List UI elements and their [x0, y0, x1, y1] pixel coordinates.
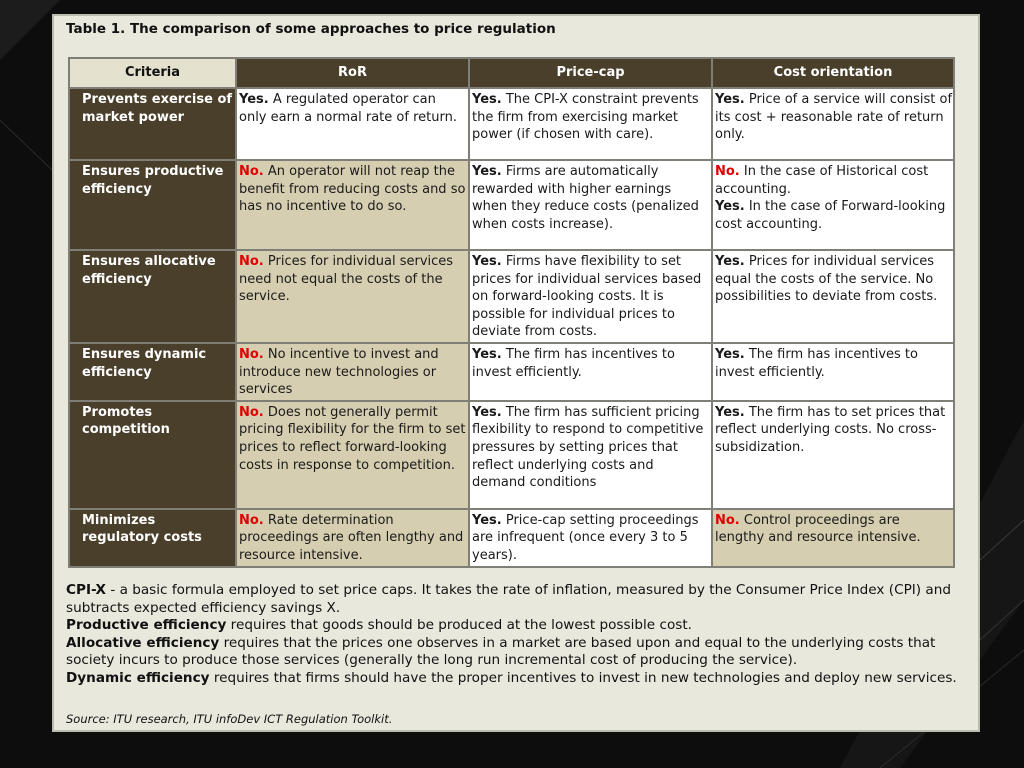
cell-cost-orientation — [712, 509, 954, 567]
cell-ror — [236, 160, 469, 250]
header-cost-orientation: Cost orientation — [712, 58, 954, 88]
cell-text: Prices for individual services need not equal the costs of the service. — [239, 254, 454, 305]
cell-entry — [715, 346, 952, 381]
yes-label: Yes. — [472, 512, 502, 528]
cell-entry — [239, 91, 467, 126]
yes-label: Yes. — [472, 346, 502, 362]
cell-cost-orientation — [712, 88, 954, 160]
row-criteria: Ensures productive efficiency — [69, 160, 236, 250]
no-label: No. — [239, 512, 264, 528]
cell-ror — [236, 401, 469, 509]
note-text: requires that the prices one observes in a market are based upon and equal to the underlying costs that society incurs to produce those services (generally the long run incremental cost of producing the service). — [66, 634, 936, 669]
cell-text: No incentive to invest and introduce new technologies or services — [239, 346, 439, 398]
yes-label: Yes. — [715, 404, 745, 420]
cell-cost-orientation — [712, 401, 954, 509]
source-citation: Source: ITU research, ITU infoDev ICT Regulation Toolkit. — [66, 712, 393, 726]
no-label: No. — [239, 164, 264, 179]
cell-entry — [715, 253, 952, 306]
cell-entry — [715, 163, 952, 198]
cell-text: The CPI-X constraint prevents the firm from exercising market power (if chosen with care). — [472, 92, 699, 143]
cell-entry — [472, 163, 710, 233]
no-label: No. — [715, 164, 740, 179]
note-paragraph — [66, 670, 971, 688]
yes-label: Yes. — [472, 92, 502, 107]
cell-text: Price-cap setting proceedings are infrequent (once every 3 to 5 years). — [472, 512, 699, 563]
cell-text: The firm has to set prices that reflect underlying costs. No cross-subsidization. — [715, 404, 946, 455]
table-row — [69, 88, 954, 160]
definitions-notes — [66, 582, 971, 688]
row-criteria: Promotes competition — [69, 401, 236, 509]
header-criteria: Criteria — [69, 58, 236, 88]
cell-entry — [472, 346, 710, 381]
cell-price-cap — [469, 250, 712, 343]
cell-price-cap — [469, 343, 712, 401]
header-price-cap: Price-cap — [469, 58, 712, 88]
cell-entry — [472, 512, 710, 565]
cell-entry — [715, 91, 952, 144]
cell-entry — [239, 512, 467, 565]
cell-text: Control proceedings are lengthy and resource intensive. — [715, 512, 921, 546]
table-row — [69, 509, 954, 567]
row-criteria: Ensures dynamic efficiency — [69, 343, 236, 401]
comparison-table — [68, 57, 955, 568]
cell-price-cap — [469, 509, 712, 567]
cell-entry — [239, 253, 467, 306]
cell-entry — [472, 253, 710, 341]
cell-ror — [236, 509, 469, 567]
cell-entry — [239, 404, 467, 474]
header-ror: RoR — [236, 58, 469, 88]
cell-entry — [715, 512, 952, 547]
table-row — [69, 401, 954, 509]
cell-cost-orientation — [712, 250, 954, 343]
cell-entry — [715, 198, 952, 233]
note-text: requires that goods should be produced at the lowest possible cost. — [226, 617, 692, 634]
table-row — [69, 160, 954, 250]
cell-entry — [715, 404, 952, 457]
cell-text: The firm has incentives to invest efficiently. — [715, 346, 918, 380]
table-header-row — [69, 58, 954, 88]
note-term: Dynamic efficiency — [66, 669, 210, 686]
no-label: No. — [715, 512, 740, 528]
cell-text: Prices for individual services equal the costs of the service. No possibilities to deviate from costs. — [715, 254, 938, 305]
cell-entry — [239, 346, 467, 399]
cell-text: Rate determination proceedings are often lengthy and resource intensive. — [239, 512, 464, 563]
cell-text: An operator will not reap the benefit from reducing costs and so has no incentive to do so. — [239, 164, 466, 215]
cell-price-cap — [469, 160, 712, 250]
table-row — [69, 343, 954, 401]
note-paragraph — [66, 617, 971, 635]
row-criteria: Ensures allocative efficiency — [69, 250, 236, 343]
cell-cost-orientation — [712, 343, 954, 401]
row-criteria: Prevents exercise of market power — [69, 88, 236, 160]
cell-ror — [236, 343, 469, 401]
cell-text: Firms are automatically rewarded with higher earnings when they reduce costs (penalized when costs increase). — [472, 164, 699, 232]
cell-text: The firm has sufficient pricing flexibility to respond to competitive pressures by setting prices that reflect underlying costs and demand conditions — [472, 404, 704, 491]
yes-label: Yes. — [472, 254, 502, 269]
cell-entry — [472, 404, 710, 492]
cell-price-cap — [469, 401, 712, 509]
note-paragraph — [66, 635, 971, 670]
row-criteria: Minimizes regulatory costs — [69, 509, 236, 567]
cell-text: Price of a service will consist of its cost + reasonable rate of return only. — [715, 92, 953, 143]
note-text: requires that firms should have the proper incentives to invest in new technologies and deploy new services. — [209, 669, 957, 686]
cell-text: Firms have flexibility to set prices for individual services based on forward-looking costs. It is possible for individual prices to deviate from costs. — [472, 254, 702, 340]
yes-label: Yes. — [715, 92, 745, 107]
cell-entry — [472, 91, 710, 144]
cell-entry — [239, 163, 467, 216]
cell-cost-orientation — [712, 160, 954, 250]
cell-text: In the case of Historical cost accounting. — [715, 164, 929, 197]
yes-label: Yes. — [239, 92, 269, 107]
cell-ror — [236, 250, 469, 343]
note-text: - a basic formula employed to set price caps. It takes the rate of inflation, measured by the Consumer Price Index (CPI) and subtracts expected efficiency savings X. — [66, 582, 951, 616]
no-label: No. — [239, 404, 264, 420]
note-paragraph — [66, 582, 971, 617]
no-label: No. — [239, 254, 264, 269]
yes-label: Yes. — [715, 346, 745, 362]
cell-text: A regulated operator can only earn a normal rate of return. — [239, 92, 457, 125]
cell-price-cap — [469, 88, 712, 160]
yes-label: Yes. — [715, 199, 745, 215]
yes-label: Yes. — [472, 404, 502, 420]
note-term: CPI-X — [66, 582, 107, 598]
cell-text: The firm has incentives to invest efficiently. — [472, 346, 675, 380]
cell-ror — [236, 88, 469, 160]
cell-text: In the case of Forward-looking cost accounting. — [715, 199, 946, 232]
yes-label: Yes. — [715, 254, 745, 269]
note-term: Productive efficiency — [66, 617, 227, 634]
note-term: Allocative efficiency — [66, 634, 220, 651]
table-caption: Table 1. The comparison of some approaches to price regulation — [66, 21, 556, 37]
table-row — [69, 250, 954, 343]
slide-panel — [52, 14, 980, 732]
no-label: No. — [239, 346, 264, 362]
cell-text: Does not generally permit pricing flexibility for the firm to set prices to reflect forward-looking costs in response to competition. — [239, 404, 466, 473]
yes-label: Yes. — [472, 164, 502, 179]
